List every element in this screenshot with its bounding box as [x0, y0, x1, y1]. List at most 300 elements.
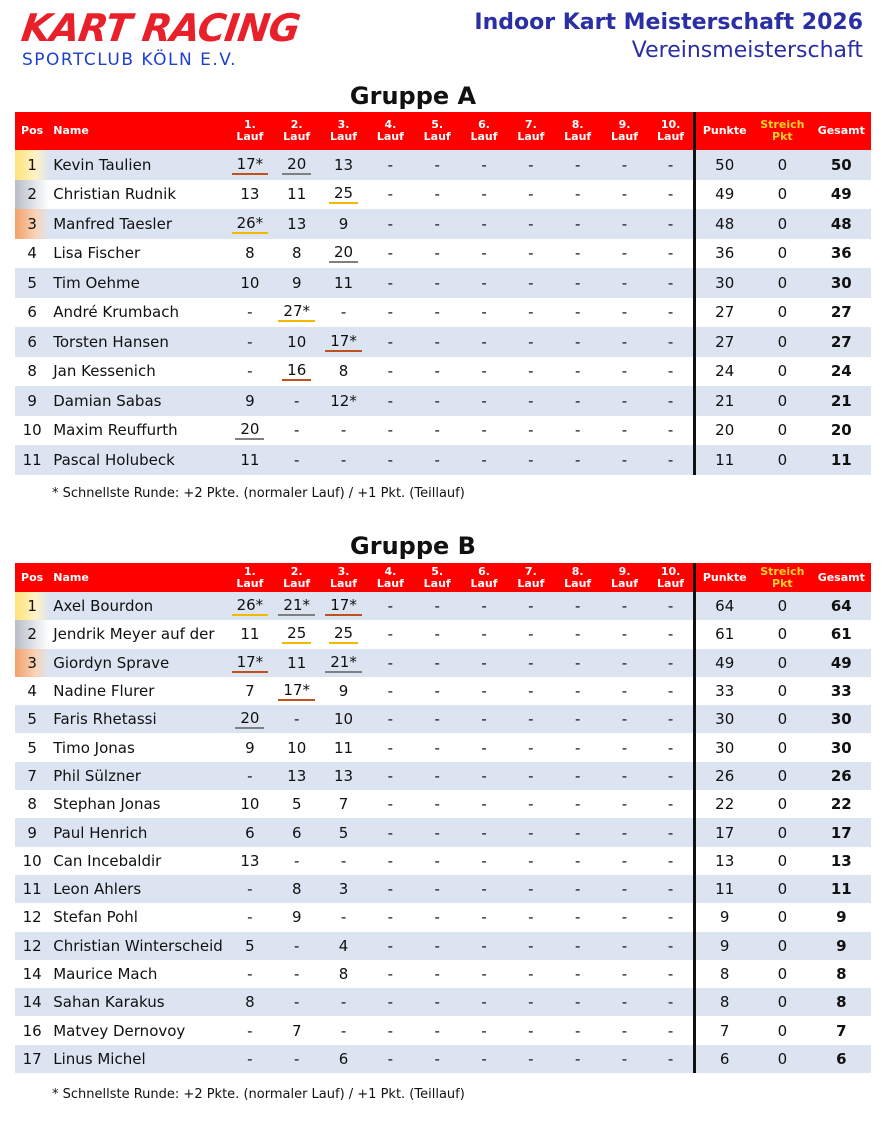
run-2-cell	[273, 327, 320, 357]
run-points: -	[621, 597, 628, 616]
run-6-cell	[461, 180, 508, 210]
run-5-cell	[414, 762, 461, 790]
run-points: -	[434, 214, 440, 233]
run-points: 25	[329, 624, 358, 644]
run-points: -	[434, 908, 440, 927]
driver-name-cell: Stephan Jonas	[49, 790, 226, 818]
run-9-cell	[601, 1045, 648, 1073]
run-points: 7	[245, 682, 255, 701]
table-row	[15, 677, 871, 705]
run-6-cell	[461, 386, 508, 416]
run-points: 26*	[232, 596, 269, 616]
table-row	[15, 705, 871, 733]
run-points: -	[340, 851, 347, 870]
run-7-cell	[507, 445, 554, 475]
run-points: -	[481, 1049, 487, 1068]
streich-label-1: Streich	[760, 118, 805, 131]
run-7-cell	[507, 298, 554, 328]
run-2-cell	[273, 209, 320, 239]
run-points: -	[528, 936, 534, 955]
run-8-cell	[554, 180, 601, 210]
run-label: Lauf	[610, 130, 639, 143]
run-points: 13	[240, 851, 260, 870]
run-6-cell	[461, 1045, 508, 1073]
run-points: -	[340, 421, 347, 440]
run-points: 9	[338, 682, 349, 701]
total-cell: 7	[812, 1016, 871, 1044]
driver-name-cell: Linus Michel	[49, 1045, 226, 1073]
run-1-cell	[226, 239, 273, 269]
total-cell: 6	[812, 1045, 871, 1073]
position-cell: 11	[15, 875, 49, 903]
run-1-cell	[226, 209, 273, 239]
total-cell: 22	[812, 790, 871, 818]
position-cell: 12	[15, 903, 49, 931]
run-points: 8	[291, 244, 302, 263]
run-points: -	[528, 597, 534, 616]
run-10-cell	[648, 932, 695, 960]
run-points: -	[667, 214, 674, 233]
run-10-cell	[648, 649, 695, 677]
run-points: 6	[338, 1049, 349, 1068]
run-points: -	[528, 273, 534, 292]
run-4-cell	[367, 150, 414, 180]
run-points: -	[387, 597, 394, 616]
run-10-cell	[648, 298, 695, 328]
run-points: -	[247, 1049, 253, 1068]
run-6-cell	[461, 416, 508, 446]
run-points: -	[667, 303, 674, 322]
run-points: -	[434, 1049, 440, 1068]
position-cell: 14	[15, 960, 49, 988]
run-points: -	[434, 303, 440, 322]
run-points: -	[667, 993, 674, 1012]
points-cell: 27	[695, 298, 753, 328]
streich-cell: 0	[753, 150, 811, 180]
run-2-cell	[273, 960, 320, 988]
run-8-cell	[554, 268, 601, 298]
run-label: Lauf	[376, 576, 404, 590]
run-5-cell	[414, 818, 461, 846]
run-points: -	[667, 936, 674, 955]
run-9-cell	[601, 150, 648, 180]
run-7-cell	[507, 988, 554, 1016]
run-points: 10	[333, 710, 354, 729]
points-cell: 33	[695, 677, 753, 705]
run-6-cell	[461, 932, 508, 960]
col-header-run-9	[601, 112, 648, 150]
total-cell: 50	[812, 150, 871, 180]
run-points: -	[387, 738, 394, 757]
run-points: -	[574, 625, 581, 644]
run-points: -	[667, 880, 674, 899]
run-points: -	[667, 391, 674, 410]
table-row	[15, 445, 871, 475]
run-9-cell	[601, 298, 648, 328]
run-points: -	[621, 766, 628, 785]
run-5-cell	[414, 620, 461, 648]
run-points: -	[667, 653, 674, 672]
run-10-cell	[648, 790, 695, 818]
run-number: 1.	[243, 118, 256, 131]
run-10-cell	[648, 733, 695, 761]
run-points: -	[574, 993, 581, 1012]
col-header-points: Punkte	[695, 563, 753, 592]
position-cell: 6	[15, 298, 49, 328]
points-cell: 49	[695, 180, 753, 210]
streich-cell: 0	[753, 932, 811, 960]
run-points: 17*	[325, 332, 362, 352]
run-1-cell	[226, 445, 273, 475]
driver-name-cell: Giordyn Sprave	[49, 649, 226, 677]
run-points: -	[528, 244, 534, 263]
run-label: Lauf	[236, 576, 264, 590]
run-points: -	[434, 421, 440, 440]
run-points: -	[481, 993, 487, 1012]
driver-name-cell: Stefan Pohl	[49, 903, 226, 931]
run-9-cell	[601, 932, 648, 960]
driver-name-cell: Maxim Reuffurth	[49, 416, 226, 446]
run-points: -	[481, 795, 487, 814]
col-header-name: Name	[49, 112, 226, 150]
run-points: -	[247, 908, 253, 927]
run-4-cell	[367, 298, 414, 328]
run-3-cell	[320, 988, 367, 1016]
run-1-cell	[226, 875, 273, 903]
run-4-cell	[367, 239, 414, 269]
driver-name-cell: Jan Kessenich	[49, 357, 226, 387]
run-points: -	[481, 823, 487, 842]
run-7-cell	[507, 733, 554, 761]
run-points: -	[621, 303, 628, 322]
run-points: 6	[291, 823, 302, 842]
run-10-cell	[648, 1016, 695, 1044]
run-5-cell	[414, 649, 461, 677]
col-header-total: Gesamt	[812, 563, 871, 592]
run-1-cell	[226, 988, 273, 1016]
points-cell: 64	[695, 592, 753, 620]
run-5-cell	[414, 298, 461, 328]
run-points: -	[667, 1049, 674, 1068]
total-cell: 24	[812, 357, 871, 387]
run-points: -	[667, 766, 674, 785]
run-3-cell	[320, 932, 367, 960]
run-points: 11	[287, 185, 307, 204]
run-4-cell	[367, 988, 414, 1016]
table-row	[15, 790, 871, 818]
run-label: Lauf	[330, 130, 358, 143]
run-points: -	[481, 421, 487, 440]
run-1-cell	[226, 649, 273, 677]
run-points: -	[434, 766, 440, 785]
driver-name-cell: Christian Winterscheid	[49, 932, 226, 960]
points-cell: 61	[695, 620, 753, 648]
run-points: -	[667, 1021, 674, 1040]
run-points: -	[528, 993, 534, 1012]
run-number: 2.	[290, 564, 303, 578]
run-points: -	[574, 682, 581, 701]
streich-cell: 0	[753, 818, 811, 846]
run-8-cell	[554, 445, 601, 475]
run-10-cell	[648, 677, 695, 705]
streich-cell: 0	[753, 239, 811, 269]
run-points: -	[387, 851, 394, 870]
run-6-cell	[461, 705, 508, 733]
run-points: -	[481, 244, 487, 263]
run-5-cell	[414, 705, 461, 733]
run-5-cell	[414, 357, 461, 387]
run-2-cell	[273, 416, 320, 446]
run-points: -	[574, 244, 581, 263]
run-7-cell	[507, 875, 554, 903]
run-points: -	[574, 391, 581, 410]
run-points: -	[247, 362, 253, 381]
total-cell: 27	[812, 298, 871, 328]
run-6-cell	[461, 209, 508, 239]
run-points: -	[528, 682, 534, 701]
run-points: 17*	[232, 653, 269, 673]
run-2-cell	[273, 298, 320, 328]
col-header-points: Punkte	[695, 112, 753, 150]
streich-cell: 0	[753, 416, 811, 446]
driver-name-cell: Damian Sabas	[49, 386, 226, 416]
run-points: -	[247, 880, 253, 899]
total-cell: 11	[812, 875, 871, 903]
run-label: Lauf	[517, 130, 545, 143]
run-points: 25	[282, 624, 311, 644]
run-6-cell	[461, 818, 508, 846]
run-1-cell	[226, 357, 273, 387]
run-points: -	[434, 332, 440, 351]
run-points: -	[621, 1049, 628, 1068]
points-cell: 30	[695, 268, 753, 298]
run-3-cell	[320, 1045, 367, 1073]
run-1-cell	[226, 705, 273, 733]
driver-name-cell: Timo Jonas	[49, 733, 226, 761]
position-cell: 3	[15, 209, 49, 239]
group-a-standings-table	[15, 112, 871, 475]
col-header-total: Gesamt	[812, 112, 871, 150]
run-9-cell	[601, 960, 648, 988]
run-8-cell	[554, 620, 601, 648]
total-cell: 17	[812, 818, 871, 846]
run-3-cell	[320, 649, 367, 677]
run-10-cell	[648, 988, 695, 1016]
run-points: -	[528, 450, 534, 469]
points-cell: 24	[695, 357, 753, 387]
run-10-cell	[648, 357, 695, 387]
run-number: 6.	[478, 564, 490, 578]
run-points: -	[481, 625, 487, 644]
run-points: -	[621, 332, 628, 351]
table-row	[15, 180, 871, 210]
run-8-cell	[554, 677, 601, 705]
run-1-cell	[226, 620, 273, 648]
run-points: -	[621, 421, 628, 440]
run-points: 10	[287, 332, 307, 351]
position-cell: 5	[15, 733, 49, 761]
col-header-run-7	[507, 112, 554, 150]
run-2-cell	[273, 357, 320, 387]
run-points: -	[528, 795, 534, 814]
run-5-cell	[414, 239, 461, 269]
run-points: 16	[282, 361, 311, 381]
run-points: -	[247, 766, 253, 785]
run-4-cell	[367, 209, 414, 239]
run-7-cell	[507, 790, 554, 818]
run-5-cell	[414, 1045, 461, 1073]
run-10-cell	[648, 386, 695, 416]
run-7-cell	[507, 386, 554, 416]
run-7-cell	[507, 209, 554, 239]
run-3-cell	[320, 705, 367, 733]
run-points: -	[387, 653, 394, 672]
total-cell: 49	[812, 649, 871, 677]
run-8-cell	[554, 762, 601, 790]
group-a-title: Gruppe A	[349, 82, 477, 110]
run-points: -	[434, 823, 440, 842]
total-cell: 26	[812, 762, 871, 790]
col-header-run-10	[648, 112, 695, 150]
run-5-cell	[414, 327, 461, 357]
run-4-cell	[367, 357, 414, 387]
run-4-cell	[367, 903, 414, 931]
run-points: 13	[333, 766, 354, 785]
run-1-cell	[226, 592, 273, 620]
run-label: Lauf	[283, 130, 311, 143]
run-7-cell	[507, 847, 554, 875]
run-points: -	[621, 908, 628, 927]
run-points: -	[574, 273, 581, 292]
run-6-cell	[461, 620, 508, 648]
col-header-run-2	[273, 112, 320, 150]
run-9-cell	[601, 705, 648, 733]
run-points: -	[247, 332, 253, 351]
col-header-pos: Pos	[15, 563, 49, 592]
run-points: -	[481, 766, 487, 785]
run-points: -	[434, 1021, 440, 1040]
col-header-name: Name	[49, 563, 226, 592]
table-row	[15, 1045, 871, 1073]
total-cell: 13	[812, 847, 871, 875]
position-cell: 4	[15, 239, 49, 269]
table-row	[15, 592, 871, 620]
run-points: -	[387, 1021, 394, 1040]
points-cell: 11	[695, 875, 753, 903]
run-points: 4	[338, 936, 349, 955]
run-label: Lauf	[283, 576, 311, 590]
run-points: -	[574, 965, 581, 983]
table-row	[15, 960, 871, 988]
driver-name-cell: Can Incebaldir	[49, 847, 226, 875]
total-cell: 27	[812, 327, 871, 357]
run-7-cell	[507, 1045, 554, 1073]
col-header-run-8	[554, 563, 601, 592]
points-cell: 21	[695, 386, 753, 416]
run-10-cell	[648, 209, 695, 239]
run-points: -	[621, 936, 628, 955]
run-5-cell	[414, 903, 461, 931]
total-cell: 9	[812, 932, 871, 960]
run-points: -	[667, 362, 674, 381]
run-10-cell	[648, 903, 695, 931]
col-header-run-6	[461, 112, 508, 150]
col-header-pos: Pos	[15, 112, 49, 150]
position-cell: 6	[15, 327, 49, 357]
run-points: -	[528, 738, 534, 757]
run-2-cell	[273, 386, 320, 416]
position-cell: 1	[15, 150, 49, 180]
run-6-cell	[461, 592, 508, 620]
run-1-cell	[226, 932, 273, 960]
run-1-cell	[226, 960, 273, 988]
run-8-cell	[554, 903, 601, 931]
run-6-cell	[461, 445, 508, 475]
run-3-cell	[320, 592, 367, 620]
run-points: -	[667, 908, 674, 927]
run-points: -	[294, 450, 300, 469]
run-7-cell	[507, 180, 554, 210]
run-8-cell	[554, 592, 601, 620]
run-3-cell	[320, 327, 367, 357]
run-points: 13	[333, 155, 354, 174]
run-points: -	[621, 880, 628, 899]
table-row	[15, 416, 871, 446]
run-points: -	[667, 710, 674, 729]
points-cell: 9	[695, 903, 753, 931]
run-1-cell	[226, 762, 273, 790]
run-10-cell	[648, 705, 695, 733]
run-points: -	[481, 273, 487, 292]
run-10-cell	[648, 620, 695, 648]
streich-cell: 0	[753, 960, 811, 988]
run-points: -	[434, 851, 440, 870]
run-7-cell	[507, 150, 554, 180]
driver-name-cell: Sahan Karakus	[49, 988, 226, 1016]
driver-name-cell: Pascal Holubeck	[49, 445, 226, 475]
run-points: -	[574, 795, 581, 814]
run-points: -	[528, 1049, 534, 1068]
run-points: -	[574, 710, 581, 729]
run-points: -	[434, 682, 440, 701]
run-8-cell	[554, 847, 601, 875]
run-6-cell	[461, 875, 508, 903]
run-points: -	[574, 823, 581, 842]
run-6-cell	[461, 733, 508, 761]
run-points: 9	[245, 391, 255, 410]
run-10-cell	[648, 416, 695, 446]
run-9-cell	[601, 818, 648, 846]
run-8-cell	[554, 960, 601, 988]
run-label: Lauf	[470, 130, 498, 143]
col-header-run-3	[320, 112, 367, 150]
run-points: -	[387, 936, 394, 955]
col-header-run-4	[367, 112, 414, 150]
run-points: -	[481, 391, 487, 410]
run-points: 26*	[232, 214, 269, 234]
run-label: Lauf	[610, 576, 639, 590]
run-points: -	[434, 965, 440, 983]
run-points: 8	[338, 965, 349, 983]
run-points: -	[481, 214, 487, 233]
run-9-cell	[601, 209, 648, 239]
driver-name-cell: Maurice Mach	[49, 960, 226, 988]
run-points: -	[340, 908, 347, 927]
run-2-cell	[273, 818, 320, 846]
run-points: -	[434, 185, 440, 204]
run-points: -	[387, 1049, 394, 1068]
run-points: 17*	[232, 155, 269, 175]
